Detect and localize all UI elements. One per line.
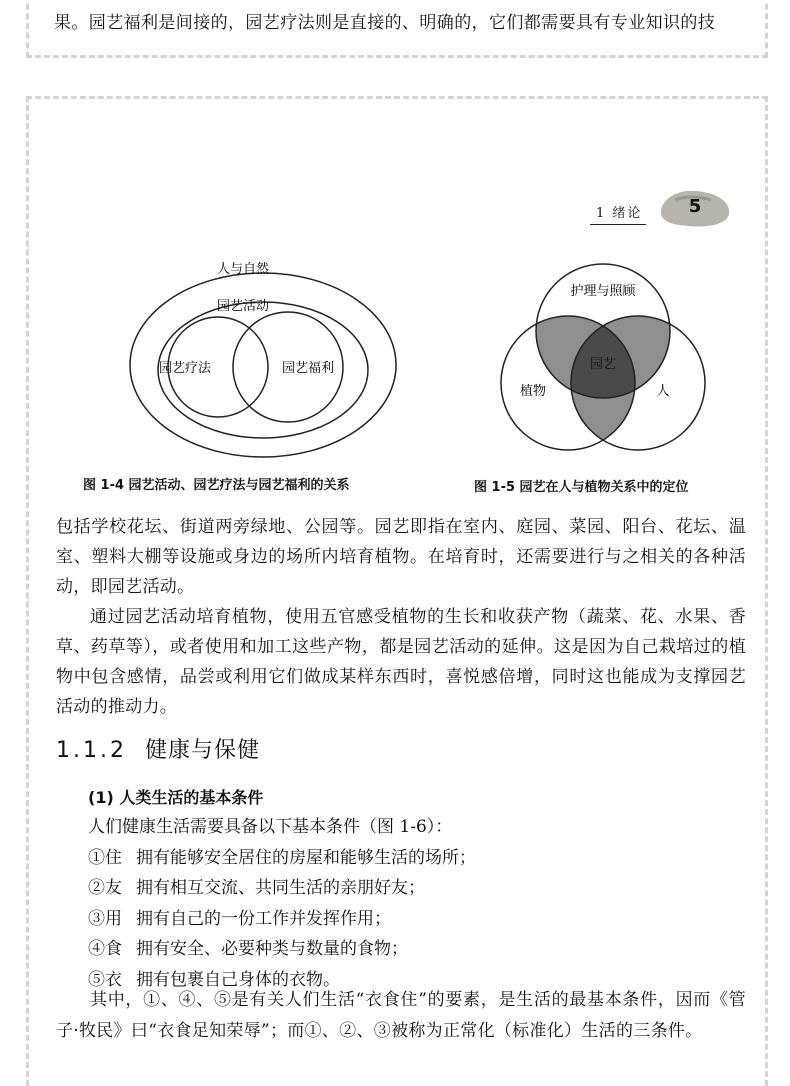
list-item [88,843,476,874]
label-nature: 人与自然 [216,262,270,277]
subsection-heading: (1) 人类生活的基本条件 [88,788,264,807]
top-fragment-text: 果。园艺福利是间接的，园艺疗法则是直接的、明确的，它们都需要具有专业知识的技 [54,13,716,33]
condition-tag: ④食 [88,939,122,959]
condition-text: 拥有安全、必要种类与数量的食物； [136,939,408,959]
label-plants: 植物 [519,384,547,399]
conditions-list [88,812,476,995]
closing-paragraph-block [56,985,746,1047]
condition-tag: ①住 [88,847,122,868]
label-welfare: 园艺福利 [281,361,335,376]
condition-text: 拥有自己的一份工作并发挥作用； [136,908,391,929]
label-therapy: 园艺疗法 [158,361,212,376]
condition-tag: ②友 [88,878,122,898]
label-horticulture: 园艺 [589,357,617,372]
label-people: 人 [656,384,670,399]
closing-paragraph: 其中，①、④、⑤是有关人们生活“衣食住”的要素，是生活的最基本条件，因而《管子·牧民》曰“衣食足知荣辱”；而①、②、③被称为正常化（标准化）生活的三条件。 [56,990,746,1041]
figure-1-4-diagram [128,255,398,460]
section-number: 1.1.2 [56,738,127,763]
intro-line: 人们健康生活需要具备以下基本条件（图 1-6）： [88,817,453,837]
label-care: 护理与照顾 [570,284,636,299]
paragraph-2: 通过园艺活动培育植物，使用五官感受植物的生长和收获产物（蔬菜、花、水果、香草、药草等），或者使用和加工这些产物，都是园艺活动的延伸。这是因为自己栽培过的植物中包含感情，品尝或利用它们做成某样东西时，喜悦感倍增，同时这也能成为支撑园艺活动的推动力。 [56,607,746,717]
list-item [88,904,476,935]
list-item [88,934,476,965]
body-paragraphs [56,512,746,722]
running-head-chapter: 1 绪论 [590,202,646,225]
page-number: 5 [688,196,702,217]
figure-1-5-venn [495,255,725,465]
label-activity: 园艺活动 [216,299,270,314]
section-title: 健康与保健 [144,738,260,763]
condition-text: 拥有相互交流、共同生活的亲朋好友； [136,878,425,898]
list-item [88,873,476,904]
figure-1-4-caption: 图 1-4 园艺活动、园艺疗法与园艺福利的关系 [83,478,350,493]
section-heading [56,733,260,764]
paragraph-1: 包括学校花坛、街道两旁绿地、公园等。园艺即指在室内、庭园、菜园、阳台、花坛、温室、塑料大棚等设施或身边的场所内培育植物。在培育时，还需要进行与之相关的各种活动，即园艺活动。 [56,517,746,597]
condition-tag: ⑤衣 [88,969,122,990]
figure-1-5-caption: 图 1-5 园艺在人与植物关系中的定位 [474,480,689,495]
condition-text: 拥有能够安全居住的房屋和能够生活的场所； [136,847,476,868]
condition-text: 拥有包裹自己身体的衣物。 [136,969,340,990]
condition-tag: ③用 [88,908,122,929]
